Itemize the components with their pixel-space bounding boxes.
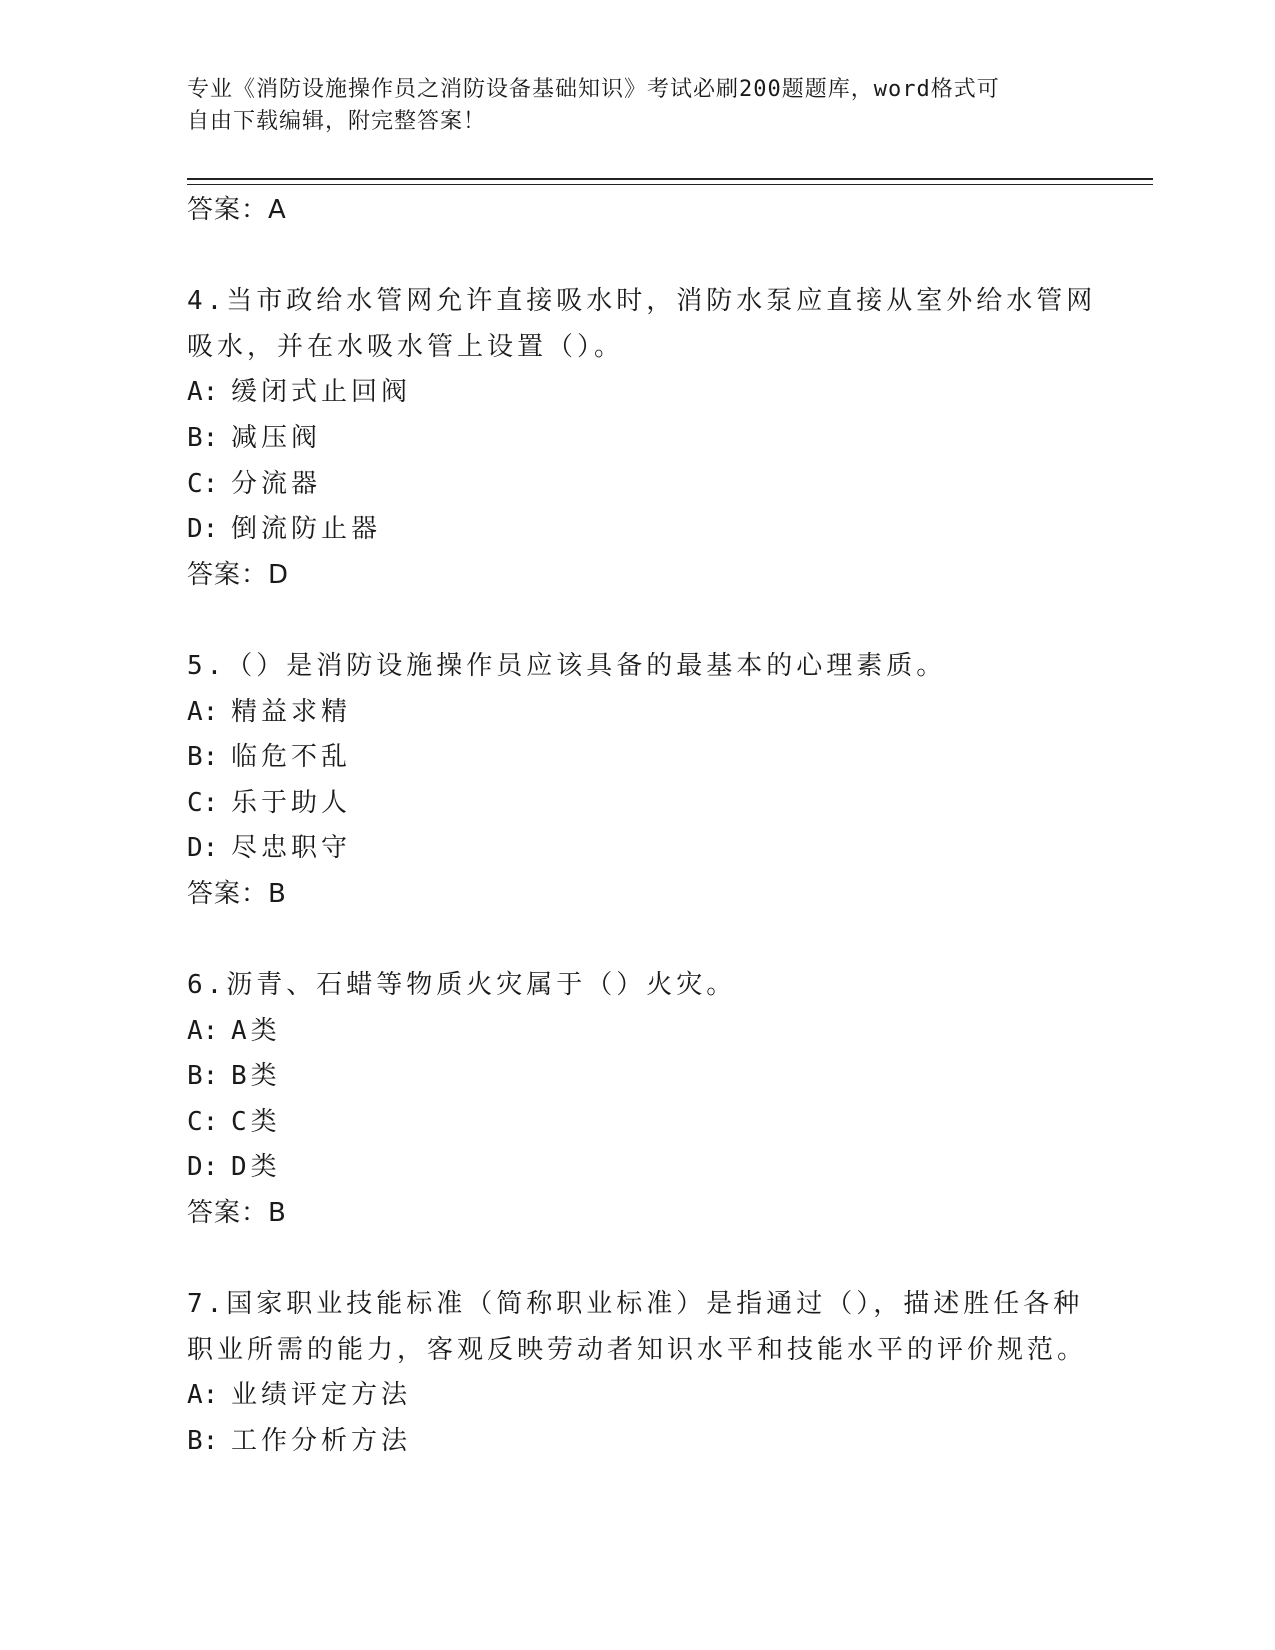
question-stem: 4.当市政给水管网允许直接吸水时，消防水泵应直接从室外给水管网 [187,286,1097,317]
option-letter: A: [187,1380,219,1411]
spacer [187,598,1087,644]
option-letter: A: [187,1015,219,1046]
option-line [187,690,1087,736]
option-text: 缓闭式止回阀 [231,377,412,408]
spacer [187,234,1087,280]
option-line [187,1373,1087,1419]
question-stem: 5.（）是消防设施操作员应该具备的最基本的心理素质。 [187,650,947,681]
option-line [187,1419,1087,1465]
option-letter: C: [187,787,219,818]
document-header [187,74,1067,138]
option-letter: B: [187,1061,219,1092]
option-letter: A: [187,377,219,408]
option-text: 尽忠职守 [231,833,352,864]
question-block [187,963,1087,1237]
question-block [187,644,1087,918]
option-text: 精益求精 [231,696,352,727]
option-line [187,370,1087,416]
option-text: 工作分析方法 [231,1426,412,1457]
document-body [187,188,1097,1465]
option-text: 业绩评定方法 [231,1380,412,1411]
answer-line: 答案：B [187,878,287,909]
header-line-1: 专业《消防设施操作员之消防设备基础知识》考试必刷200题题库，word格式可 [187,77,1000,102]
spacer [187,1237,1087,1283]
option-line [187,1100,1087,1146]
option-line [187,781,1087,827]
header-rule-thick [187,178,1153,180]
option-letter: D: [187,1152,219,1183]
header-rule-thin [187,184,1153,185]
answer-line: 答案：A [187,195,287,225]
question-block [187,279,1097,598]
option-text: 临危不乱 [231,742,352,773]
option-letter: C: [187,468,219,499]
option-text: C类 [231,1106,281,1137]
option-letter: A: [187,696,219,727]
option-line [187,416,1087,462]
option-text: 乐于助人 [231,787,352,818]
option-letter: B: [187,422,219,453]
option-line [187,1009,1087,1055]
option-letter: D: [187,833,219,864]
answer-line: 答案：D [187,559,290,590]
option-letter: B: [187,1426,219,1457]
option-letter: D: [187,514,219,545]
option-line [187,507,1087,553]
header-line-2: 自由下载编辑，附完整答案！ [187,109,487,134]
question-stem: 6.沥青、石蜡等物质火灾属于（）火灾。 [187,970,737,1001]
answer-line: 答案：B [187,1198,287,1229]
option-line [187,826,1087,872]
option-letter: B: [187,742,219,773]
option-text: B类 [231,1061,281,1092]
option-line [187,1145,1087,1191]
option-line [187,462,1087,508]
option-letter: C: [187,1106,219,1137]
question-stem: 7.国家职业技能标准（简称职业标准）是指通过（），描述胜任各种 [187,1289,1084,1320]
option-text: 倒流防止器 [231,514,382,545]
question-block [187,1282,1087,1464]
option-text: 减压阀 [231,422,322,453]
option-text: A类 [231,1015,281,1046]
option-line [187,1054,1087,1100]
option-text: 分流器 [231,468,322,499]
option-text: D类 [231,1152,281,1183]
question-stem: 职业所需的能力，客观反映劳动者知识水平和技能水平的评价规范。 [187,1334,1088,1365]
question-stem: 吸水，并在水吸水管上设置（）。 [187,331,625,362]
option-line [187,735,1087,781]
spacer [187,918,1087,964]
